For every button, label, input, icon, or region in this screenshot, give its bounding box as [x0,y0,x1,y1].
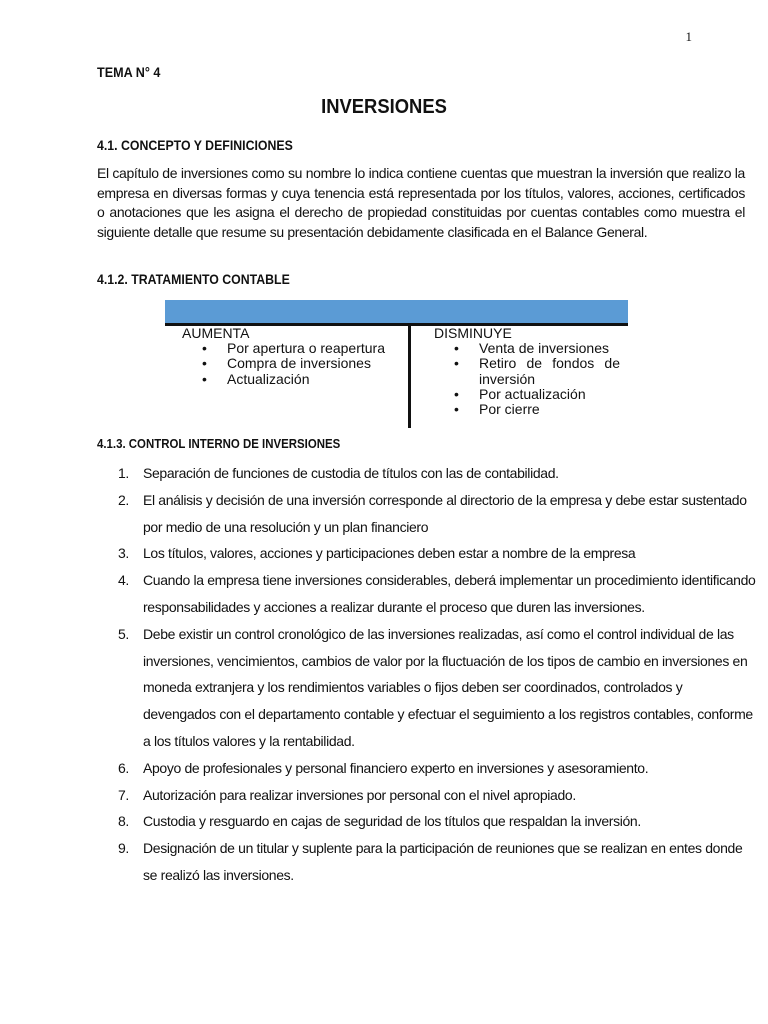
list-item [118,835,758,889]
page-number: 1 [685,29,692,44]
bullet-text: Por apertura o reapertura [227,340,385,357]
list-item-number: 3. [118,545,129,562]
bullet-text: Por actualización [479,385,586,402]
bullet-item [434,341,620,356]
column-title-disminuye: DISMINUYE [434,325,512,341]
table-header-bar [165,300,628,323]
list-item [118,755,758,782]
list-item [118,460,758,487]
list-item-text: El análisis y decisión de una inversión corresponde al directorio de la empresa y debe estar sustentado por medio de una resolución y un plan financiero [143,491,747,535]
list-item [118,621,758,755]
bullet-icon: • [202,355,207,372]
bullet-item [182,356,402,371]
list-item [118,782,758,809]
section-heading-tratamiento: 4.1.2. TRATAMIENTO CONTABLE [97,271,290,287]
bullet-icon: • [454,385,459,402]
bullet-text: Retiro de fondos de inversión [479,355,620,387]
bullet-text: Compra de inversiones [227,355,371,372]
list-item-number: 5. [118,625,129,642]
section-heading-concepto: 4.1. CONCEPTO Y DEFINICIONES [97,137,293,153]
aumenta-list [182,341,402,387]
list-item-text: Apoyo de profesionales y personal financiero experto en inversiones y asesoramiento. [143,759,649,776]
bullet-icon: • [454,340,459,357]
list-item-number: 9. [118,840,129,857]
table-column-disminuye [434,326,620,417]
list-item-text: Separación de funciones de custodia de títulos con las de contabilidad. [143,465,559,481]
bullet-item [182,341,402,356]
column-title-aumenta: AUMENTA [182,325,250,341]
table-column-aumenta [182,326,402,387]
bullet-item [434,356,620,386]
list-item [118,540,758,567]
list-item-number: 7. [118,786,129,803]
list-item-text: Cuando la empresa tiene inversiones considerables, deberá implementar un procedimiento identificando responsabilidades y acciones a realizar durante el proceso que duren las inversiones. [143,572,756,615]
list-item-text: Autorización para realizar inversiones por personal con el nivel apropiado. [143,786,576,803]
list-item-text: Custodia y resguardo en cajas de seguridad de los títulos que respaldan la inversión. [143,813,641,830]
list-item-number: 6. [118,759,129,776]
bullet-icon: • [202,340,207,357]
table-column-divider [408,326,411,428]
list-item-text: Designación de un titular y suplente para la participación de reuniones que se realizan en entes donde se realizó las inversiones. [143,840,743,883]
list-item [118,808,758,835]
list-item-number: 4. [118,572,129,589]
bullet-icon: • [202,370,207,387]
bullet-text: Por cierre [479,401,540,418]
list-item-text: Debe existir un control cronológico de las inversiones realizadas, así como el control individual de las inversiones, vencimientos, cambios de valor por la fluctuación de los tipos de cambio en inversiones en moneda extranjera y los rendimientos variables o fijos deben ser coordinados, controlados y devengados con el departamento contable y efectuar el seguimiento a los registros contables, conforme a los títulos valores y la rentabilidad. [143,625,753,749]
tema-label: TEMA N° 4 [97,64,161,80]
bullet-item [434,402,620,417]
bullet-text: Venta de inversiones [479,340,609,357]
bullet-item [434,387,620,402]
bullet-icon: • [454,401,459,418]
tratamiento-table [165,300,628,428]
disminuye-list [434,341,620,417]
bullet-text: Actualización [227,370,310,387]
list-item-text: Los títulos, valores, acciones y participaciones deben estar a nombre de la empresa [143,545,636,562]
list-item-number: 8. [118,813,129,830]
list-item-number: 1. [118,465,129,481]
bullet-icon: • [454,355,459,372]
list-item-number: 2. [118,491,129,508]
control-interno-list [118,460,758,889]
document-title: INVERSIONES [321,96,447,118]
list-item [118,567,758,621]
list-item [118,487,758,541]
section-heading-control: 4.1.3. CONTROL INTERNO DE INVERSIONES [97,436,341,451]
concepto-paragraph: El capítulo de inversiones como su nombre lo indica contiene cuentas que muestran la inversión que realizo la empresa en diversas formas y cuya tenencia está representada por los títulos, valores, acciones, certificados o anotaciones que les asigna el derecho de propiedad constituidas por cuentas contables como muestra el siguiente detalle que resume su presentación debidamente clasificada en el Balance General. [97,165,745,240]
bullet-item [182,372,402,387]
